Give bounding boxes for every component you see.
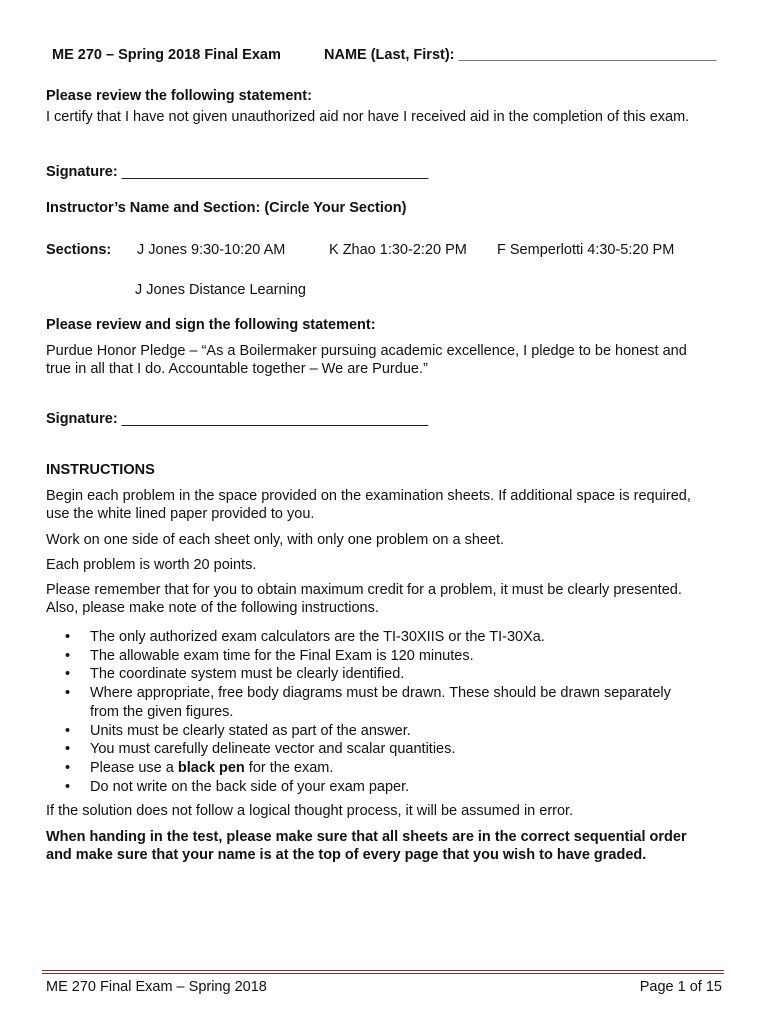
list-item: • The coordinate system must be clearly identified. [90,665,768,684]
instruction-paragraph: Each problem is worth 20 points. [46,557,257,573]
name-field-label [324,47,717,63]
footer-rule [42,970,724,971]
list-item [90,684,768,721]
instruction-paragraph: Work on one side of each sheet only, with only one problem on a sheet. [46,532,505,548]
instruction-paragraph: Begin each problem in the space provided on the examination sheets. If additional space is required, [46,488,691,504]
honor-pledge-line: true in all that I do. Accountable together – We are Purdue.” [46,361,428,377]
honor-pledge-line: Purdue Honor Pledge – “As a Boilermaker pursuing academic excellence, I pledge to be honest and [46,343,687,359]
list-item [90,759,768,778]
instruction-paragraph: Please remember that for you to obtain maximum credit for a problem, it must be clearly presented. [46,582,682,598]
instructions-heading: INSTRUCTIONS [46,462,155,478]
section-option: J Jones Distance Learning [135,282,306,298]
black-pen-emphasis: black pen [177,759,245,776]
submission-instruction: When handing in the test, please make sure that all sheets are in the correct sequential order [46,829,687,845]
instructor-heading: Instructor’s Name and Section: (Circle Your Section) [46,200,407,216]
signature-line-1 [46,164,428,180]
instruction-list [46,628,768,796]
list-item: • You must carefully delineate vector and scalar quantities. [90,740,768,759]
list-item-text: for the exam. [244,759,334,776]
list-item: • The allowable exam time for the Final Exam is 120 minutes. [90,647,768,666]
signature-label: Signature: [46,164,122,180]
footer-rule [42,973,724,974]
section-option: F Semperlotti 4:30-5:20 PM [497,242,675,258]
list-item: • Do not write on the back side of your exam paper. [90,778,768,797]
logic-note: If the solution does not follow a logical thought process, it will be assumed in error. [46,803,574,819]
signature-line-2 [46,411,428,427]
sections-label: Sections: [46,242,112,258]
list-item: • Units must be clearly stated as part of the answer. [90,722,768,741]
certification-text: I certify that I have not given unauthorized aid nor have I received aid in the completion of this exam. [46,109,690,125]
list-item: • The only authorized exam calculators are the TI-30XIIS or the TI-30Xa. [90,628,768,647]
statement-heading: Please review the following statement: [46,88,312,104]
section-option: J Jones 9:30-10:20 AM [137,242,286,258]
signature-label: Signature: [46,411,122,427]
pledge-heading: Please review and sign the following statement: [46,317,376,333]
list-item-text: Where appropriate, free body diagrams must be drawn. These should be drawn separately [90,685,671,702]
signature-blank: ______________________________________ [121,411,429,427]
instruction-paragraph: use the white lined paper provided to you. [46,506,315,522]
list-item-text: Please use a [90,759,178,776]
section-option: K Zhao 1:30-2:20 PM [329,242,467,258]
instruction-paragraph: Also, please make note of the following instructions. [46,600,379,616]
page-number: Page 1 of 15 [639,979,722,995]
submission-instruction: and make sure that your name is at the top of every page that you wish to have graded. [46,847,647,863]
name-label: NAME (Last, First): [324,47,459,63]
footer-title: ME 270 Final Exam – Spring 2018 [46,979,267,995]
exam-title: ME 270 – Spring 2018 Final Exam [52,47,281,63]
signature-blank: ______________________________________ [121,164,429,180]
name-blank-line: ________________________________ [458,47,717,63]
list-item-text: from the given figures. [90,703,234,720]
